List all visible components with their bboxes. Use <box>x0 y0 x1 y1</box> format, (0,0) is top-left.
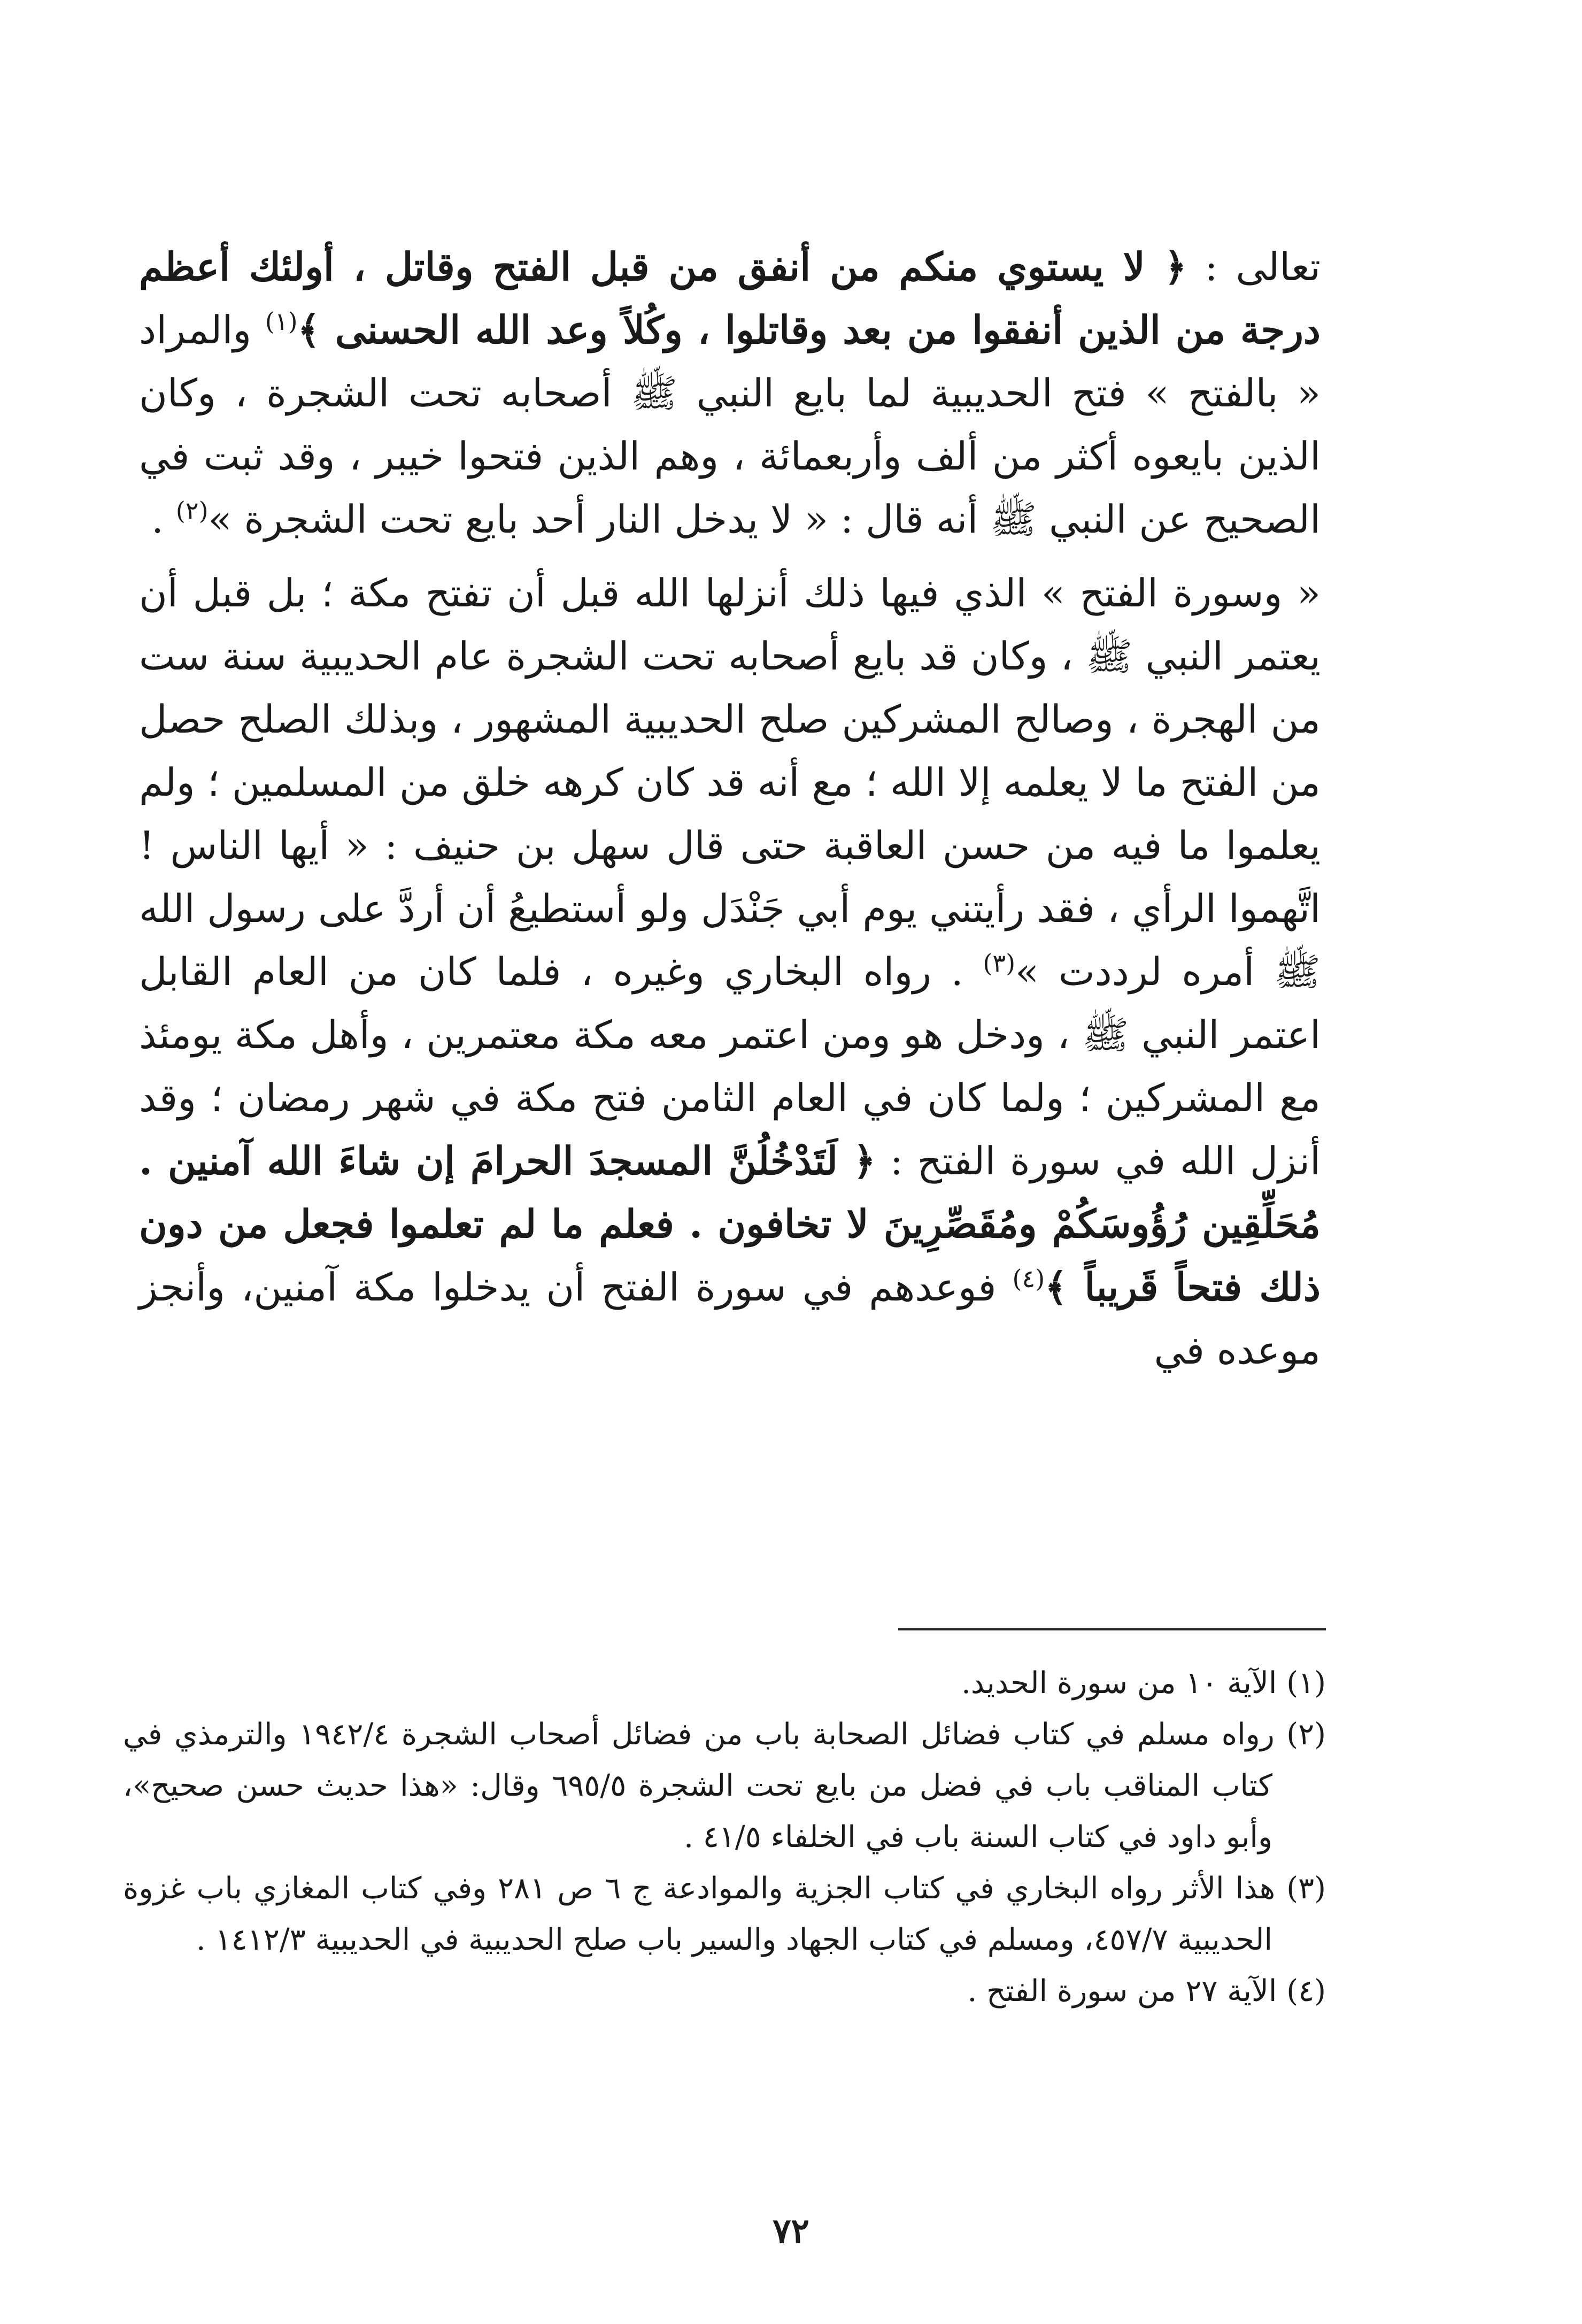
paragraph-text: . <box>151 497 176 542</box>
footnote-item: (٢) رواه مسلم في كتاب فضائل الصحابة باب من فضائل أصحاب الشجرة ١٩٤٢/٤ والترمذي في كتاب المناقب باب في فضل من بايع تحت الشجرة ٦٩٥/٥ وقال: «هذا حديث حسن صحيح»، وأبو داود في كتاب السنة باب في الخلفاء ٤١/٥ . <box>123 1717 1326 1854</box>
footnote-item: (٣) هذا الأثر رواه البخاري في كتاب الجزية والموادعة ج ٦ ص ٢٨١ وفي كتاب المغازي باب غزوة الحديبية ٤٥٧/٧، ومسلم في كتاب الجهاد والسير باب صلح الحديبية في الحديبية ١٤١٢/٣ . <box>123 1871 1326 1957</box>
footnote-marker: (٣) <box>983 949 1016 978</box>
quran-quote: ﴿ لا يستوي منكم من أنفق من قبل الفتح وقاتل ، أولئك أعظم درجة من الذين أنفقوا من بعد وقاتلوا ، وكُلاً وعد الله الحسنى ﴾ <box>139 244 1321 352</box>
footnote-marker: (٤) <box>1012 1264 1045 1293</box>
paragraph <box>139 235 1321 551</box>
footnote-item: (٤) الآية ٢٧ من سورة الفتح . <box>967 1974 1326 2009</box>
page-number: ٧٢ <box>773 2211 809 2251</box>
paragraph-text: والمراد « بالفتح » فتح الحديبية لما بايع النبي ﷺ أصحابه تحت الشجرة ، وكان الذين بايعوه أكثر من ألف وأربعمائة ، وهم الذين فتحوا خيبر ، وقد ثبت في الصحيح عن النبي ﷺ أنه قال : « لا يدخل النار أحد بايع تحت الشجرة » <box>139 307 1321 542</box>
footnote-separator-rule <box>898 1628 1326 1630</box>
footnote-item: (١) الآية ١٠ من سورة الحديد. <box>961 1666 1326 1700</box>
footnote-marker: (١) <box>265 307 298 336</box>
paragraph-text: تعالى : <box>1186 244 1321 289</box>
paragraph-text: فوعدهم في سورة الفتح أن يدخلوا مكة آمنين، وأنجز موعده في <box>139 1265 1321 1373</box>
main-text-body <box>139 235 1321 1392</box>
footnote-marker: (٢) <box>175 496 209 525</box>
paragraph-text: « وسورة الفتح » الذي فيها ذلك أنزلها الله قبل أن تفتح مكة ؛ بل قبل أن يعتمر النبي ﷺ ، وكان قد بايع أصحابه تحت الشجرة عام الحديبية سنة ست من الهجرة ، وصالح المشركين صلح الحديبية المشهور ، وبذلك الصلح حصل من الفتح ما لا يعلمه إلا الله ؛ مع أنه قد كان كرهه خلق من المسلمين ؛ ولم يعلموا ما فيه من حسن العاقبة حتى قال سهل بن حنيف : « أيها الناس ! اتَّهموا الرأي ، فقد رأيتني يوم أبي جَنْدَل ولو أستطيعُ أن أردَّ على رسول الله ﷺ أمره لرددت » <box>139 571 1321 994</box>
paragraph-text: . رواه البخاري وغيره ، فلما كان من العام القابل اعتمر النبي ﷺ ، ودخل هو ومن اعتمر معه مكة معتمرين ، وأهل مكة يومئذ مع المشركين ؛ ولما كان في العام الثامن فتح مكة في شهر رمضان ؛ وقد أنزل الله في سورة الفتح : <box>139 949 1321 1183</box>
paragraph <box>139 561 1321 1382</box>
footnotes-section <box>123 1658 1326 2017</box>
quran-quote: ﴿ لَتَدْخُلُنَّ المسجدَ الحرامَ إن شاءَ الله آمنين . مُحَلِّقِين رُؤُوسَكُمْ ومُقَصِّرِينَ لا تخافون . فعلم ما لم تعلموا فجعل من دون ذلك فتحاً قَريباً ﴾ <box>139 1138 1321 1310</box>
